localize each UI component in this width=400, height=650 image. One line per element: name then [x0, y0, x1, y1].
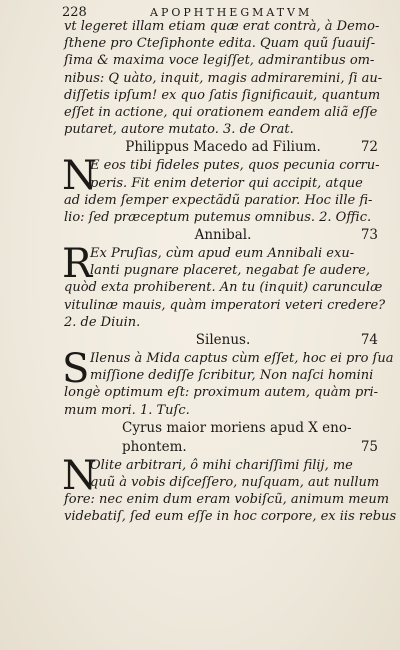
section-title: Cyrus maior moriens apud X eno-: [122, 419, 352, 436]
text-line: eſſet in actione, qui orationem eandem aliã eſſe: [64, 104, 378, 120]
text-line: ad idem ſemper expectãdũ paratior. Hoc ille fi-: [64, 192, 373, 208]
text-line: Olite arbitrari, ô mihi chariſſimi filij, me: [90, 457, 353, 473]
section-heading: [64, 419, 382, 438]
drop-cap: R: [62, 241, 93, 288]
text-line: E eos tibi fideles putes, quos pecunia corru-: [90, 158, 380, 174]
text-line: lanti pugnare placeret, negabat ſe audere,: [90, 263, 370, 279]
text-line: quòd exta prohiberent. An tu (inquit) carunculæ: [64, 280, 383, 296]
section-number: 75: [360, 438, 378, 455]
section-title: Silenus.: [195, 332, 251, 348]
text-line: diſſetis ipſum! ex quo ſatis ſignificauit, quantum: [64, 87, 381, 103]
text-line: mum mori. 1. Tuſc.: [64, 402, 190, 418]
section-heading: [64, 226, 382, 245]
text-line: videbatiſ, ſed eum eſſe in hoc corpore, ex iis rebus: [64, 509, 397, 525]
text-line: quũ à vobis diſceſſero, nuſquam, aut nullum: [90, 474, 380, 490]
text-line: vitulinæ mauis, quàm imperatori veteri credere?: [64, 297, 386, 313]
drop-cap: N: [62, 452, 97, 499]
drop-cap: S: [62, 346, 90, 392]
section-heading: [64, 331, 382, 350]
section-number: 73: [360, 227, 378, 244]
section-title: Philippus Macedo ad Filium.: [125, 139, 321, 156]
section-heading-continued: [64, 438, 382, 457]
text-line: 2. de Diuin.: [64, 314, 141, 330]
apophthegm-entry: [62, 241, 386, 331]
text-line: putaret, autore mutato. 3. de Orat.: [64, 122, 294, 138]
text-line: peris. Fit enim deterior qui accipit, atque: [90, 175, 363, 191]
text-line: vt legeret illam etiam quæ erat contrà, à Demo-: [64, 19, 380, 34]
apophthegm-entry: [62, 346, 394, 419]
text-line: miſſione dediſſe ſcribitur, Non naſci homini: [90, 368, 374, 384]
text-line: lio: ſed præceptum putemus omnibus. 2. Offic.: [64, 209, 372, 225]
text-line: ſthene pro Cteſiphonte edita. Quam quũ ſuauiſ-: [64, 36, 376, 52]
apophthegm-entry: [62, 452, 397, 526]
section-title: Annibal.: [194, 227, 252, 244]
section-heading: [64, 138, 382, 157]
page-body: [62, 18, 397, 526]
text-line: ſima & maxima voce legiſſet, admirantibus om-: [64, 53, 375, 69]
text-line: fore: nec enim dum eram vobiſcũ, animum meum: [64, 492, 390, 508]
running-head: APOPHTHEGMATVM: [150, 6, 313, 19]
section-number: 72: [360, 139, 378, 156]
section-number: 74: [360, 332, 378, 348]
text-line: longè optimum eſt: proximum autem, quàm pri-: [64, 385, 379, 401]
text-line: Ilenus à Mida captus cùm eſſet, hoc ei pro ſua: [90, 351, 394, 366]
apophthegm-entry: [62, 153, 382, 226]
section-title-continued: phontem.: [122, 438, 187, 455]
drop-cap: N: [62, 153, 97, 200]
text-line: Ex Pruſias, cùm apud eum Annibali exu-: [90, 246, 355, 262]
page-number: 228: [62, 5, 87, 20]
text-line: nibus: Q uàto, inquit, magis admiraremini, ſi au-: [64, 70, 383, 86]
